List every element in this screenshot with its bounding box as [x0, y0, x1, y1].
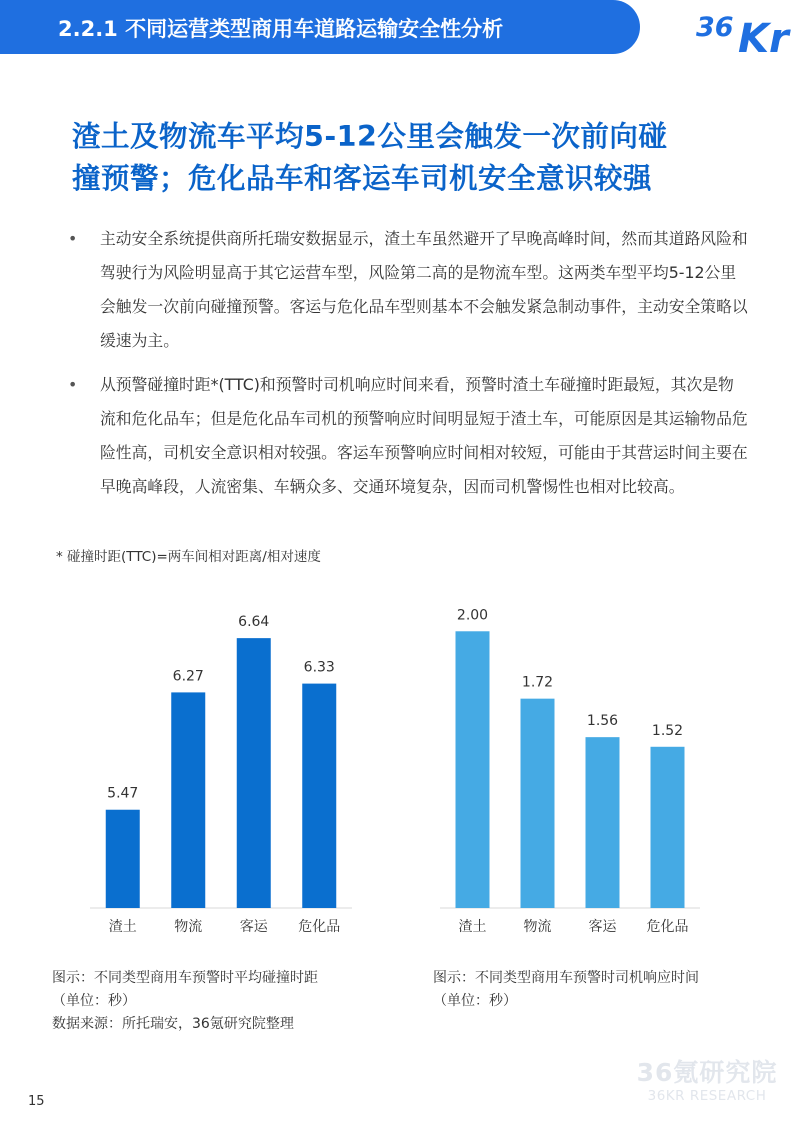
response-time-bar-chart — [440, 590, 700, 935]
category-label-1: 渣土 — [458, 919, 487, 935]
category-label-2: 物流 — [523, 919, 552, 935]
data-label-4: 1.52 — [651, 722, 684, 739]
bar-1 — [106, 810, 140, 908]
bar-2 — [171, 692, 205, 908]
watermark-sub: 36KR RESEARCH — [647, 1088, 767, 1104]
bar-4 — [302, 684, 336, 908]
section-title: 2.2.1 不同运营类型商用车道路运输安全性分析 — [58, 17, 504, 41]
bar-1 — [456, 631, 490, 908]
watermark — [632, 1058, 782, 1104]
category-label-2: 物流 — [174, 919, 203, 935]
headline-line-1: 渣土及物流车平均5-12公里会触发一次前向碰 — [72, 120, 668, 153]
svg-text:Kr: Kr — [738, 16, 789, 54]
bullet-item-1: • 主动安全系统提供商所托瑞安数据显示，渣土车虽然避开了早晚高峰时间，然而其道路风险和驾驶行为风险明显高于其它运营车型，风险第二高的是物流车型。这两类车型平均5-12公里会触发一次前向碰撞预警。客运与危化品车型则基本不会触发紧急制动事件，主动安全策略以缓速为主。 — [68, 222, 748, 358]
bar-2 — [521, 699, 555, 908]
watermark-main: 36氪研究院 — [636, 1058, 778, 1087]
chart1-caption-unit: （单位：秒） — [52, 993, 136, 1009]
ttc-bar-chart — [90, 590, 352, 935]
data-label-1: 5.47 — [107, 785, 139, 802]
data-label-1: 2.00 — [456, 607, 489, 624]
category-label-3: 客运 — [239, 919, 268, 935]
bar-3 — [586, 737, 620, 908]
page-number: 15 — [28, 1094, 45, 1109]
data-label-3: 6.64 — [238, 614, 270, 631]
chart1-caption-title: 图示：不同类型商用车预警时平均碰撞时距 — [52, 970, 318, 986]
category-label-4: 危化品 — [298, 919, 341, 935]
data-label-2: 6.27 — [172, 668, 204, 685]
category-label-4: 危化品 — [646, 919, 689, 935]
data-label-4: 6.33 — [303, 659, 335, 676]
chart2-caption-unit: （单位：秒） — [433, 993, 517, 1009]
bullet-list — [68, 222, 748, 514]
data-label-2: 1.72 — [521, 674, 554, 691]
chart1-caption — [52, 967, 392, 1036]
ttc-footnote: * 碰撞时距(TTC)=两车间相对距离/相对速度 — [56, 549, 321, 565]
category-label-1: 渣土 — [108, 919, 137, 935]
headline — [72, 116, 752, 200]
chart2-caption — [433, 967, 773, 1013]
data-source: 数据来源：所托瑞安，36氪研究院整理 — [52, 1016, 294, 1032]
category-label-3: 客运 — [588, 919, 617, 935]
chart2-caption-title: 图示：不同类型商用车预警时司机响应时间 — [433, 970, 699, 986]
svg-text:36: 36 — [696, 12, 734, 43]
bullet-item-2: • 从预警碰撞时距*(TTC)和预警时司机响应时间来看，预警时渣土车碰撞时距最短，其次是物流和危化品车；但是危化品车司机的预警响应时间明显短于渣土车，可能原因是其运输物品危险性高，司机安全意识相对较强。客运车预警响应时间相对较短，可能由于其营运时间主要在早晚高峰段，人流密集、车辆众多、交通环境复杂，因而司机警惕性也相对比较高。 — [68, 368, 748, 504]
36kr-logo — [694, 2, 794, 54]
bar-4 — [651, 747, 685, 908]
bar-3 — [237, 638, 271, 908]
headline-line-2: 撞预警；危化品车和客运车司机安全意识较强 — [72, 162, 653, 195]
data-label-3: 1.56 — [586, 713, 619, 730]
